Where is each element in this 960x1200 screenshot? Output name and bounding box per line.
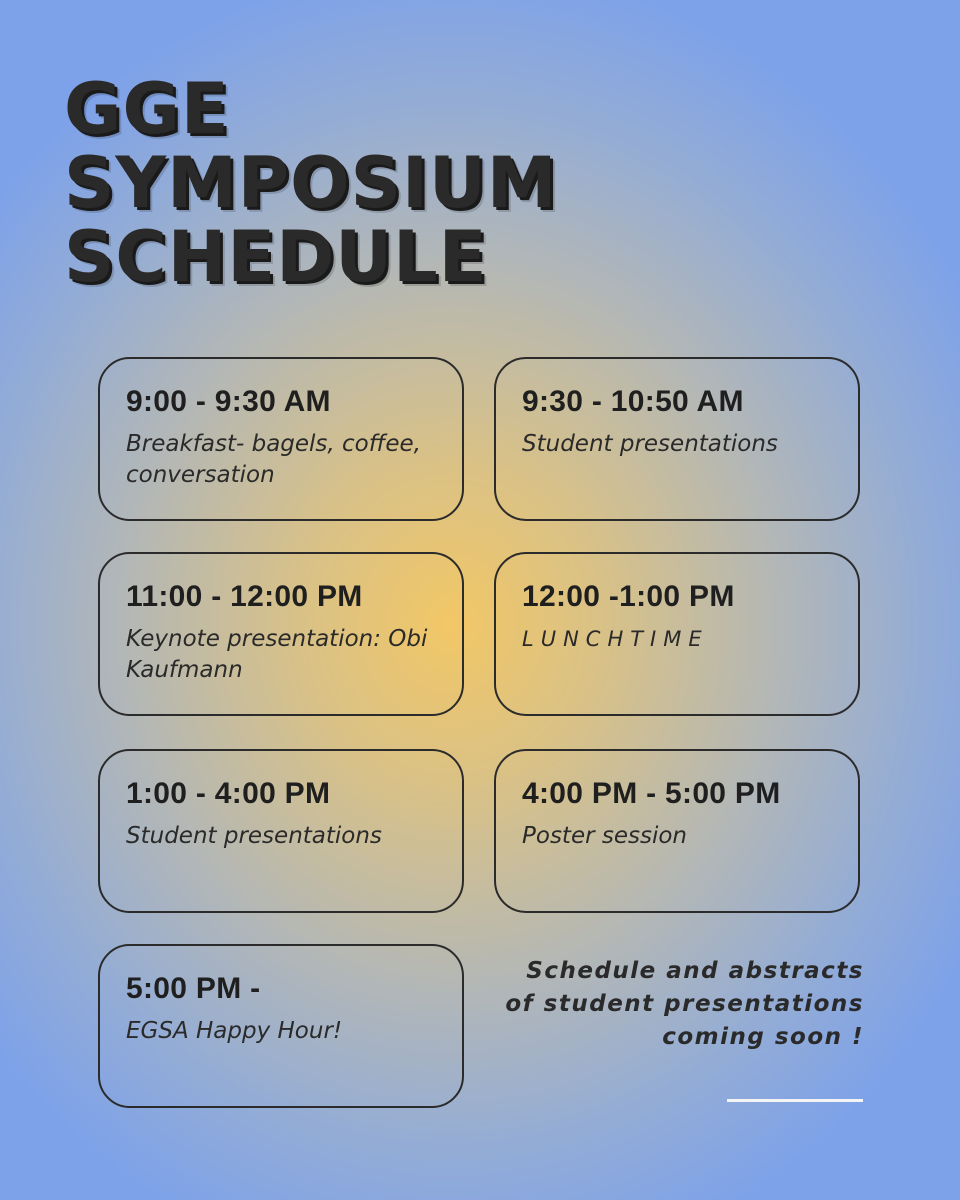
- schedule-card-student-presentations-afternoon: [98, 749, 464, 913]
- schedule-description: Student presentations: [522, 431, 778, 457]
- schedule-time: 9:30 - 10:50 AM: [522, 385, 744, 418]
- schedule-description: Breakfast- bagels, coffee, conversation: [126, 431, 421, 488]
- title-line-1: GGE: [64, 68, 230, 150]
- schedule-time: 1:00 - 4:00 PM: [126, 777, 331, 810]
- schedule-card-lunch: [494, 552, 860, 716]
- announcement-note: Schedule and abstracts of student presentations coming soon !: [505, 958, 864, 1050]
- title-line-3: SCHEDULE: [64, 216, 488, 298]
- schedule-time: 11:00 - 12:00 PM: [126, 580, 363, 613]
- title-line-2: SYMPOSIUM: [64, 142, 558, 224]
- schedule-description: LUNCHTIME: [522, 627, 709, 651]
- schedule-card-happy-hour: [98, 944, 464, 1108]
- schedule-description: Student presentations: [126, 823, 382, 849]
- page-title: [64, 68, 558, 298]
- schedule-description: Keynote presentation: Obi Kaufmann: [126, 626, 428, 683]
- schedule-time: 5:00 PM -: [126, 972, 261, 1005]
- schedule-description: Poster session: [522, 823, 687, 849]
- schedule-card-student-presentations-morning: [494, 357, 860, 521]
- schedule-card-breakfast: [98, 357, 464, 521]
- schedule-time: 4:00 PM - 5:00 PM: [522, 777, 781, 810]
- schedule-card-keynote: [98, 552, 464, 716]
- schedule-card-poster-session: [494, 749, 860, 913]
- schedule-time: 12:00 -1:00 PM: [522, 580, 735, 613]
- schedule-time: 9:00 - 9:30 AM: [126, 385, 331, 418]
- schedule-description: EGSA Happy Hour!: [126, 1018, 343, 1044]
- divider: [727, 1099, 863, 1102]
